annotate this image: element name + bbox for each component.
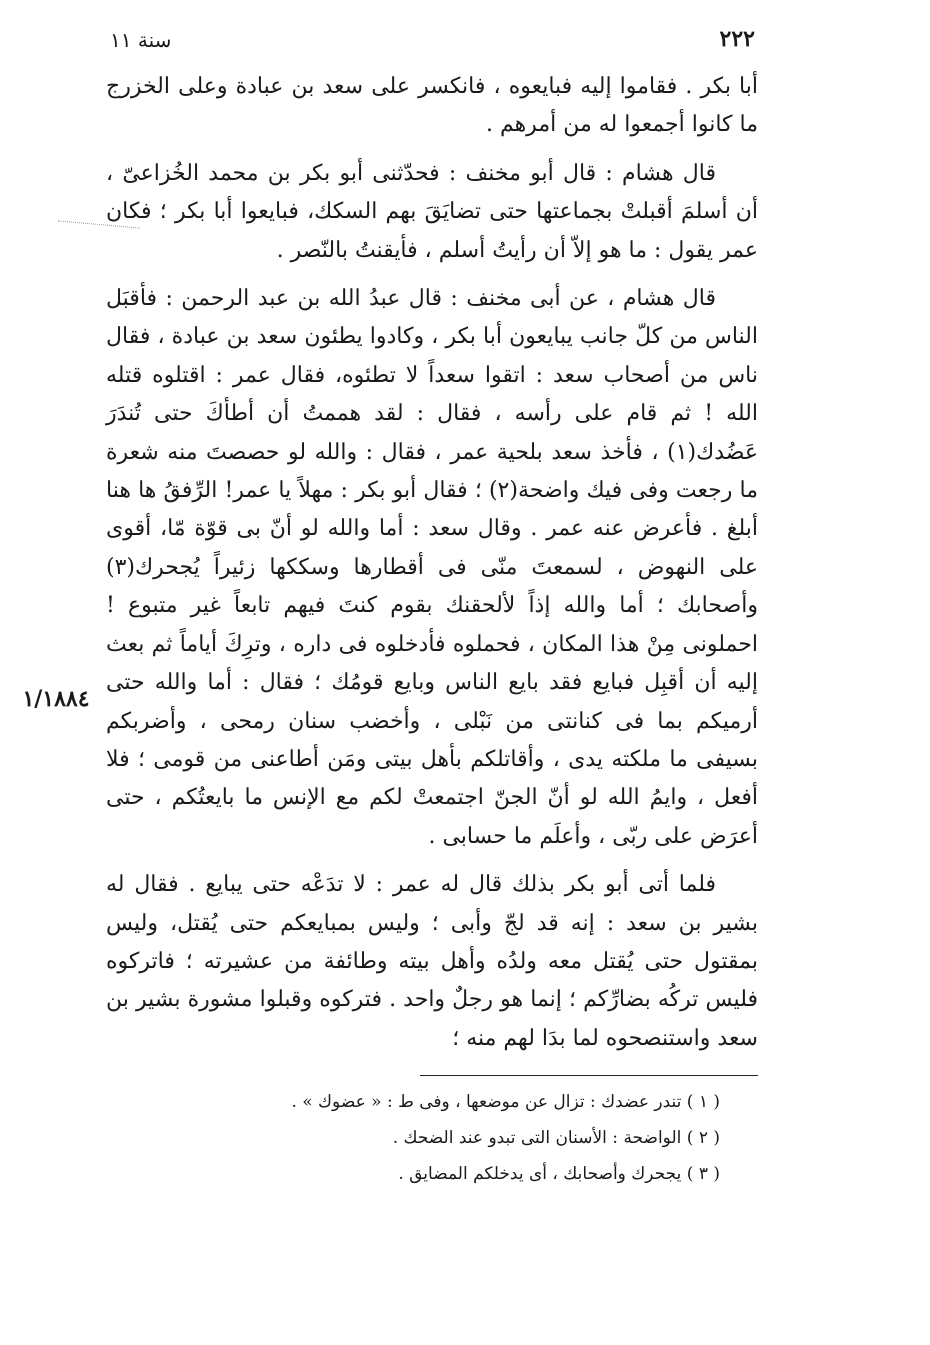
footnotes: [110, 1084, 720, 1192]
page-header: [110, 26, 755, 60]
footnote-2: ( ٢ ) الواضحة : الأسنان التى تبدو عند الضحك .: [392, 1128, 720, 1148]
paragraph-4: فلما أتى أبو بكر بذلك قال له عمر : لا تدَعْه حتى يبايع . فقال له بشير بن سعد : إنه قد لجّ وأبى ؛ وليس بمبايعكم حتى يُقتل، وليس بمقتول حتى يُقتل معه ولدُه وأهل بيته وطائفة من عشيرته ؛ فاتركوه فليس تركُه بضارِّكم ؛ إنما هو رجلٌ واحد . فتركوه وقبلوا مشورة بشير بن سعد واستنصحوه لما بدَا لهم منه ؛: [106, 872, 758, 1051]
footnote-1: ( ١ ) تندر عضدك : تزال عن موضعها ، وفى ط : « عضوك » .: [291, 1092, 720, 1112]
main-text: [106, 68, 758, 1058]
year-label: سنة ١١: [110, 28, 172, 52]
footnote-3: ( ٣ ) يجحرك وأصحابك ، أى يدخلكم المضايق .: [398, 1164, 720, 1184]
paragraph-1: أبا بكر . فقاموا إليه فبايعوه ، فانكسر على سعد بن عبادة وعلى الخزرج ما كانوا أجمعوا له من أمرهم .: [106, 74, 759, 138]
margin-reference: ١/١٨٨٤: [22, 686, 90, 712]
paragraph-3: قال هشام ، عن أبى مخنف : قال عبدُ الله بن عبد الرحمن : فأقبَل الناس من كلّ جانب يبايعون أبا بكر ، وكادوا يطئون سعد بن عبادة ، فقال ناس من أصحاب سعد : اتقوا سعداً لا تطئوه، فقال عمر : اقتلوه قتله الله ! ثم قام على رأسه ، فقال : لقد هممتُ أن أطأكَ حتى تُندَرَ عَضُدك(١) ، فأخذ سعد بلحية عمر ، فقال : والله لو حصصتَ منه شعرة ما رجعت وفى فيك واضحة(٢) ؛ فقال أبو بكر : مهلاً يا عمر! الرِّفقُ ها هنا أبلغ . فأعرض عنه عمر . وقال سعد : أما والله لو أنّ بى قوّة مّا، أقوى على النهوض ، لسمعتَ منّى فى أقطارها وسككها زئيراً يُجحرك(٣) وأصحابك ؛ أما والله إذاً لألحقنك بقوم كنتَ فيهم تابعاً غير متبوع ! احملونى مِنْ هذا المكان ، فحملوه فأدخلوه فى داره ، وترِكَ أياماً ثم بعث إليه أن أقبِل فبايع فقد بايع الناس وبايع قومُك ؛ فقال : أما والله حتى أرميكم بما فى كنانتى من نَبْلى ، وأخضب سنان رمحى ، وأضربكم بسيفى ما ملكته يدى ، وأقاتلكم بأهل بيتى ومَن أطاعنى من قومى ؛ فلا أفعل ، وايمُ الله لو أنّ الجنّ اجتمعتْ لكم مع الإنس ما بايعتُكم ، حتى أعرَض على ربّى ، وأعلَم ما حسابى .: [106, 286, 758, 849]
footnote-divider: [420, 1075, 758, 1076]
paragraph-2: قال هشام : قال أبو مخنف : فحدّثنى أبو بكر بن محمد الخُزاعىّ ، أن أسلمَ أقبلتْ بجماعتها حتى تضايَقَ بهم السكك، فبايعوا أبا بكر ؛ فكان عمر يقول : ما هو إلاّ أن رأيتُ أسلم ، فأيقنتُ بالنّصر .: [106, 160, 758, 263]
page-number: ٢٢٢: [719, 26, 755, 52]
